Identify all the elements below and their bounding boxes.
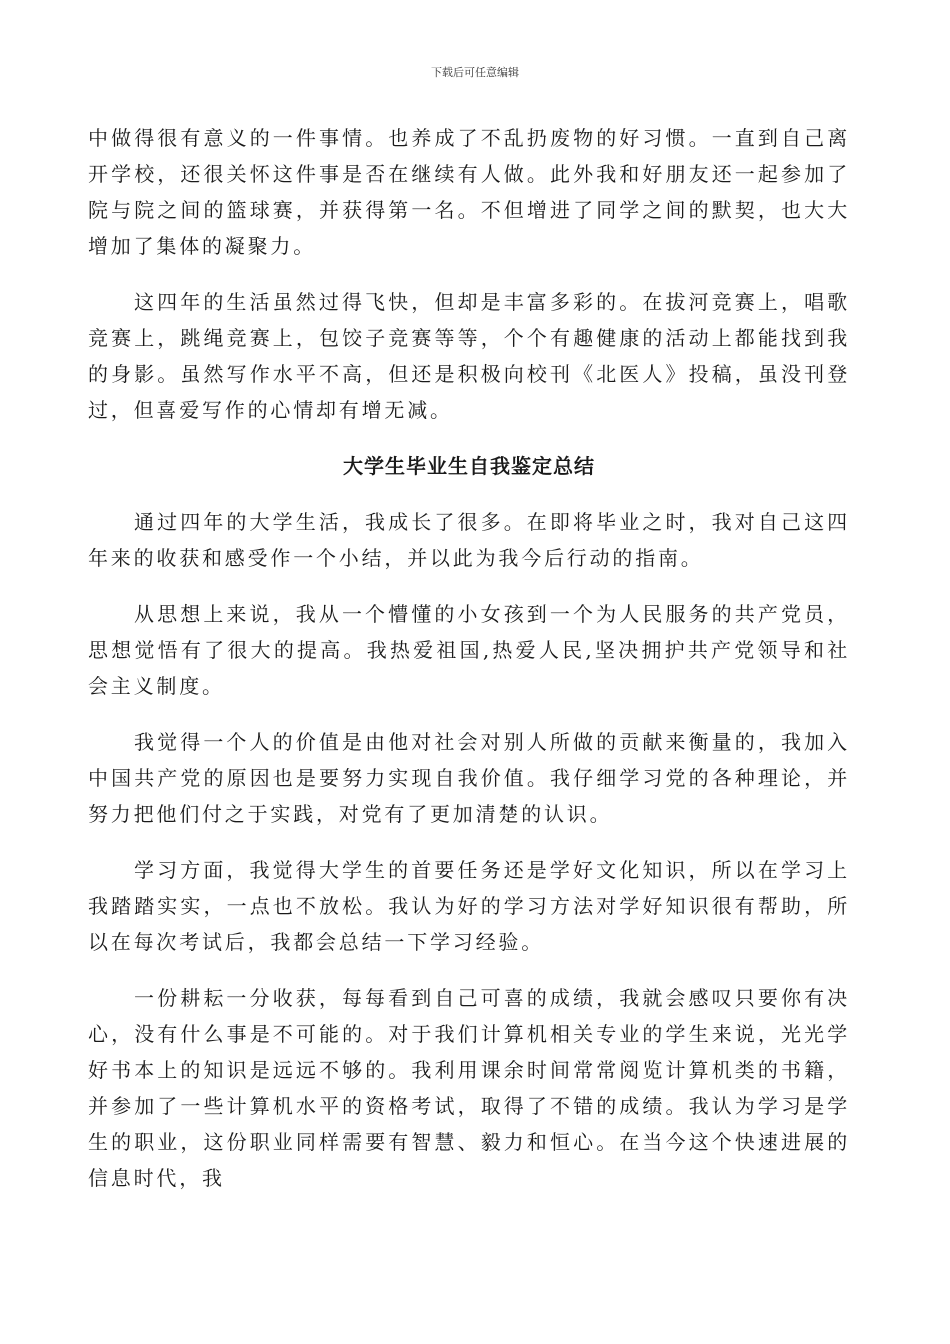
document-body (88, 120, 850, 1216)
paragraph-study: 学习方面，我觉得大学生的首要任务还是学好文化知识，所以在学习上我踏踏实实，一点也不放松。我认为好的学习方法对学好知识很有帮助，所以在每次考试后，我都会总结一下学习经验。 (88, 858, 850, 954)
paragraph-ideology: 从思想上来说，我从一个懵懂的小女孩到一个为人民服务的共产党员，思想觉悟有了很大的提高。我热爱祖国,热爱人民,坚决拥护共产党领导和社会主义制度。 (88, 602, 850, 698)
paragraph-party: 我觉得一个人的价值是由他对社会对别人所做的贡献来衡量的，我加入中国共产党的原因也是要努力实现自我价值。我仔细学习党的各种理论，并努力把他们付之于实践，对党有了更加清楚的认识。 (88, 730, 850, 826)
paragraph-intro: 通过四年的大学生活，我成长了很多。在即将毕业之时，我对自己这四年来的收获和感受作一个小结，并以此为我今后行动的指南。 (88, 510, 850, 570)
paragraph-continuation: 中做得很有意义的一件事情。也养成了不乱扔废物的好习惯。一直到自己离开学校，还很关怀这件事是否在继续有人做。此外我和好朋友还一起参加了院与院之间的篮球赛，并获得第一名。不但增进了同学之间的默契，也大大增加了集体的凝聚力。 (88, 126, 850, 258)
paragraph-college-life: 这四年的生活虽然过得飞快，但却是丰富多彩的。在拔河竞赛上，唱歌竞赛上，跳绳竞赛上，包饺子竞赛等等，个个有趣健康的活动上都能找到我的身影。虽然写作水平不高，但还是积极向校刊《北医人》投稿，虽没刊登过，但喜爱写作的心情却有增无减。 (88, 290, 850, 422)
page-header: 下载后可任意编辑 (431, 66, 519, 79)
section-title: 大学生毕业生自我鉴定总结 (343, 454, 595, 478)
paragraph-achievement: 一份耕耘一分收获，每每看到自己可喜的成绩，我就会感叹只要你有决心，没有什么事是不可能的。对于我们计算机相关专业的学生来说，光光学好书本上的知识是远远不够的。我利用课余时间常常阅览计算机类的书籍，并参加了一些计算机水平的资格考试，取得了不错的成绩。我认为学习是学生的职业，这份职业同样需要有智慧、毅力和恒心。在当今这个快速进展的信息时代，我 (88, 986, 850, 1190)
